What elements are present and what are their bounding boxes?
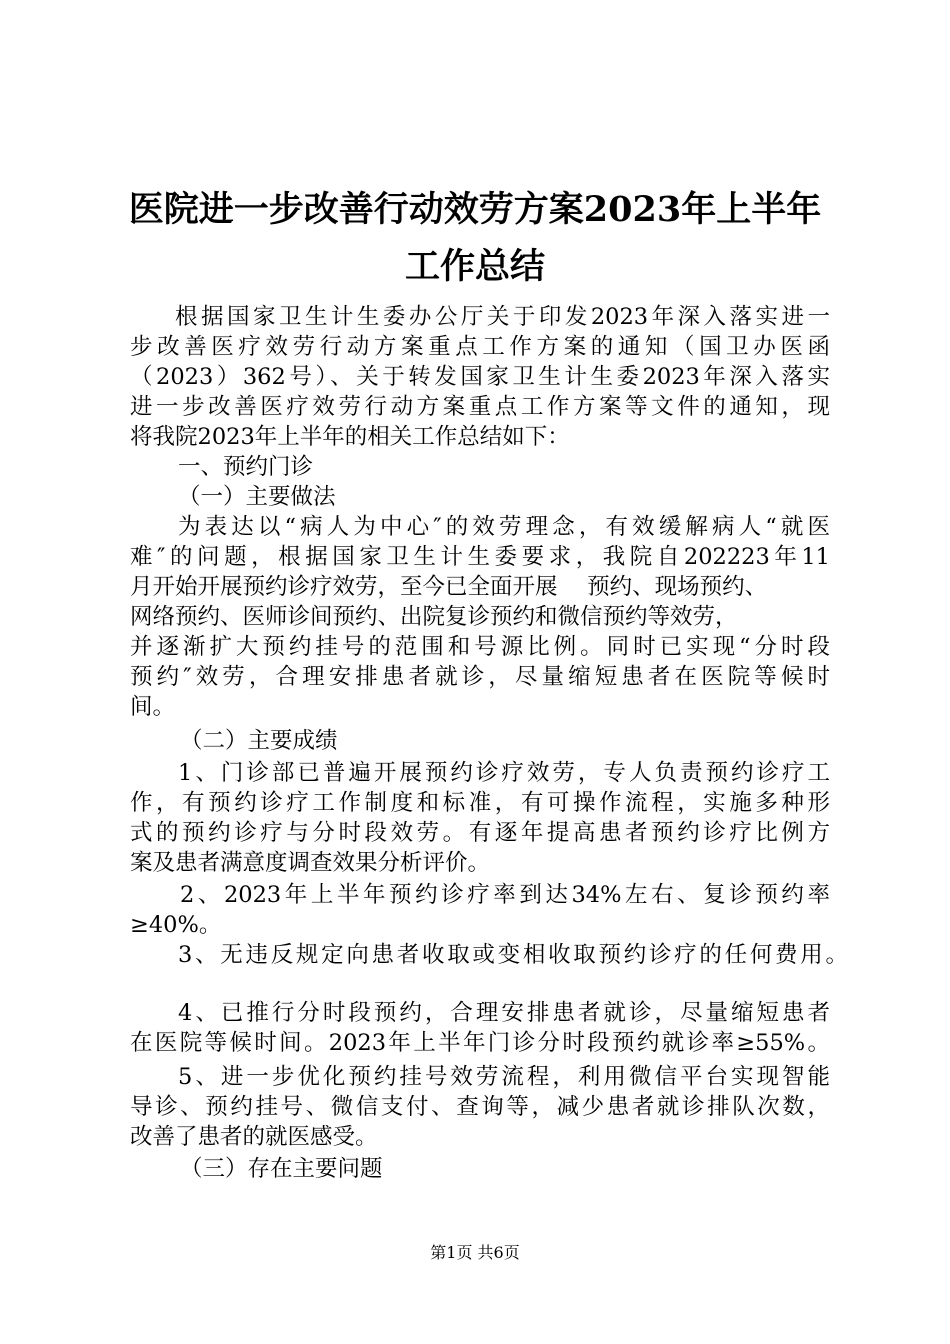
paragraph-line: 预约″效劳，合理安排患者就诊，尽量缩短患者在医院等候时: [130, 664, 830, 690]
paragraph-line: （2023）362号）、关于转发国家卫生计生委2023年深入落实: [130, 364, 830, 390]
document-title-line-1: 医院进一步改善行动效劳方案2023年上半年: [128, 189, 822, 230]
paragraph-line: 式的预约诊疗与分时段效劳。有逐年提高患者预约诊疗比例方: [130, 820, 830, 846]
paragraph-line: 间。: [130, 694, 176, 720]
paragraph-line: 案及患者满意度调查效果分析评价。: [130, 850, 491, 876]
paragraph-line: 月开始开展预约诊疗效劳，至今已全面开展 预约、现场预约、: [130, 574, 768, 600]
document-title-line-2: 工作总结: [404, 246, 545, 287]
paragraph-line: 步改善医疗效劳行动方案重点工作方案的通知（国卫办医函: [130, 334, 830, 360]
subsection-heading: （一）主要做法: [178, 484, 336, 510]
paragraph-line: 4、已推行分时段预约，合理安排患者就诊，尽量缩短患者: [178, 1000, 830, 1026]
paragraph-line: 在医院等候时间。2023年上半年门诊分时段预约就诊率≥55%。: [130, 1030, 830, 1056]
paragraph-line: 1、门诊部已普遍开展预约诊疗效劳，专人负责预约诊疗工: [178, 760, 830, 786]
section-heading: 一、预约门诊: [178, 454, 314, 480]
paragraph-line: 2、2023年上半年预约诊疗率到达34%左右、复诊预约率: [180, 882, 830, 908]
paragraph-line: 并逐渐扩大预约挂号的范围和号源比例。同时已实现“分时段: [130, 634, 830, 660]
paragraph-line: 网络预约、医师诊间预约、出院复诊预约和微信预约等效劳，: [130, 604, 738, 630]
paragraph-line: 3、无违反规定向患者收取或变相收取预约诊疗的任何费用。: [178, 942, 848, 968]
paragraph-line: 为表达以“病人为中心″的效劳理念，有效缓解病人“就医: [178, 514, 830, 540]
paragraph-line: 5、进一步优化预约挂号效劳流程，利用微信平台实现智能: [178, 1064, 830, 1090]
paragraph-line: 作，有预约诊疗工作制度和标准，有可操作流程，实施多种形: [130, 790, 830, 816]
subsection-heading: （三）存在主要问题: [180, 1156, 383, 1182]
paragraph-line: 将我院2023年上半年的相关工作总结如下：: [130, 424, 570, 450]
paragraph-line: ≥40%。: [130, 912, 222, 938]
page-number-footer: 第1页 共6页: [430, 1243, 520, 1262]
paragraph-line: 根据国家卫生计生委办公厅关于印发2023年深入落实进一: [175, 304, 830, 330]
paragraph-line: 导诊、预约挂号、微信支付、查询等，减少患者就诊排队次数，: [130, 1094, 830, 1120]
subsection-heading: （二）主要成绩: [180, 728, 338, 754]
paragraph-line: 难″的问题，根据国家卫生计生委要求，我院自202223年11: [130, 544, 830, 570]
paragraph-line: 改善了患者的就医感受。: [130, 1124, 378, 1150]
paragraph-line: 进一步改善医疗效劳行动方案重点工作方案等文件的通知，现: [130, 394, 830, 420]
